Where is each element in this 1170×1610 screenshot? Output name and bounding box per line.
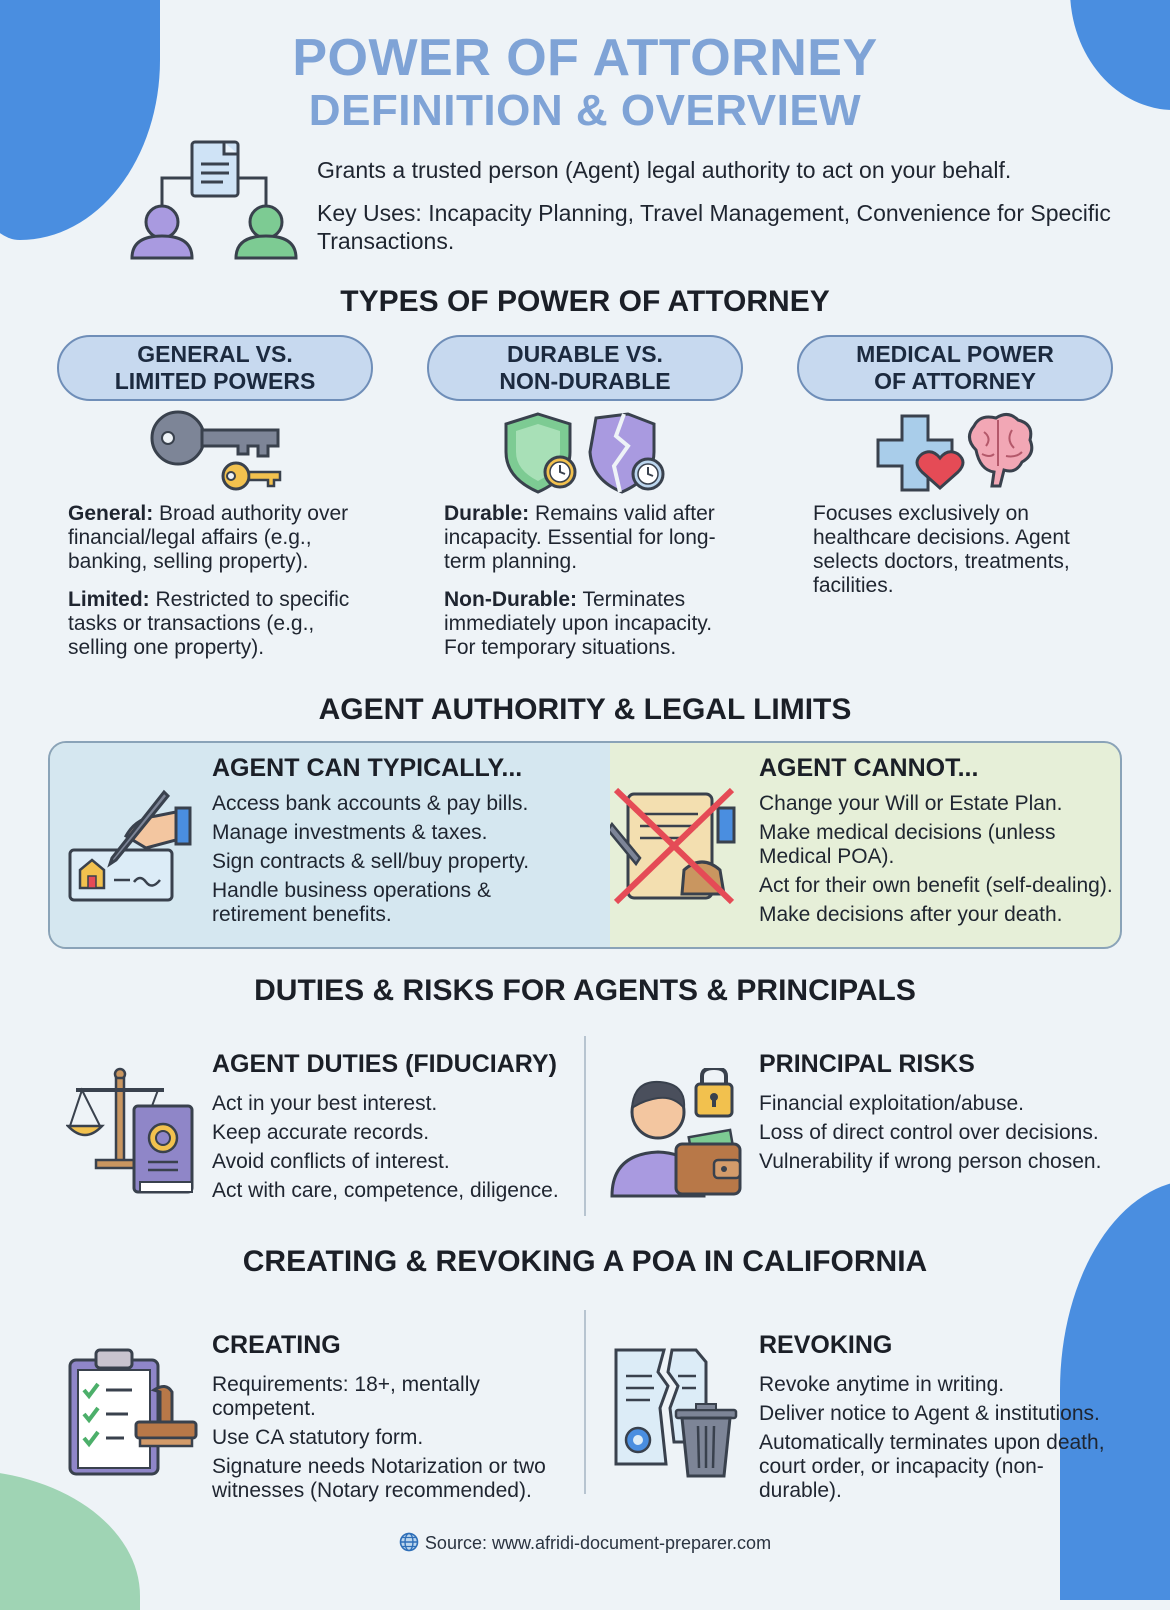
list-item: Handle business operations & retirement benefits. [212,879,492,926]
list-item: Deliver notice to Agent & institutions. [759,1402,1100,1425]
intro-key-uses: Key Uses: Incapacity Planning, Travel Management, Convenience for Specific Transactions. [317,200,1111,254]
clipboard-stamp-icon [66,1346,198,1478]
principal-risks-list [759,1092,1129,1179]
term-general: General: [68,502,154,525]
list-item: Use CA statutory form. [212,1426,424,1449]
medical-brain-icon [876,410,1036,496]
type-title: MEDICAL POWER OF ATTORNEY [856,341,1054,394]
delegation-icon [128,138,300,262]
desc-medical: Focuses exclusively on healthcare decisions. Agent selects doctors, treatments, facilities. [813,502,1070,597]
desc-general: Broad authority over financial/legal affairs (e.g., banking, selling property). [68,502,349,573]
signing-check-icon [66,788,196,906]
can-title: AGENT CAN TYPICALLY... [212,754,523,782]
list-item: Change your Will or Estate Plan. [759,792,1063,815]
principal-risks-title: PRINCIPAL RISKS [759,1050,975,1078]
intro-definition: Grants a trusted person (Agent) legal authority to act on your behalf. [317,157,1012,183]
term-durable: Durable: [444,502,530,525]
type-durable-desc [444,502,734,574]
creating-title: CREATING [212,1331,341,1359]
source-footer [0,1532,1170,1554]
keys-icon [148,410,284,496]
list-item: Act in your best interest. [212,1092,438,1115]
list-item: Signature needs Notarization or two witnesses (Notary recommended). [212,1455,546,1502]
type-pill-durable [427,335,743,401]
list-item: Keep accurate records. [212,1121,430,1144]
shield-clock-icon [498,410,670,496]
revoking-title: REVOKING [759,1331,893,1359]
divider [584,1036,586,1216]
type-medical-desc [813,502,1088,598]
list-item: Revoke anytime in writing. [759,1373,1005,1396]
divider [584,1310,586,1494]
cannot-list [759,792,1119,932]
list-item: Vulnerability if wrong person chosen. [759,1150,1102,1173]
list-item: Make decisions after your death. [759,903,1063,926]
type-title: GENERAL VS. LIMITED POWERS [114,341,316,394]
types-heading: TYPES OF POWER OF ATTORNEY [340,285,830,318]
type-nondurable-desc [444,588,734,660]
page-title: POWER OF ATTORNEY [292,29,878,87]
list-item: Sign contracts & sell/buy property. [212,850,530,873]
list-item: Access bank accounts & pay bills. [212,792,529,815]
duties-heading: DUTIES & RISKS FOR AGENTS & PRINCIPALS [254,974,916,1007]
list-item: Make medical decisions (unless Medical POA). [759,821,1056,868]
revoking-list [759,1373,1109,1508]
page-subtitle: DEFINITION & OVERVIEW [308,86,862,135]
authority-heading: AGENT AUTHORITY & LEGAL LIMITS [318,693,852,726]
scales-book-icon [66,1066,196,1196]
desc-limited: Restricted to specific tasks or transactions (e.g., selling one property). [68,588,350,659]
desc-durable: Remains valid after incapacity. Essential for long-term planning. [444,502,716,573]
agent-duties-title: AGENT DUTIES (FIDUCIARY) [212,1050,557,1078]
california-heading: CREATING & REVOKING A POA IN CALIFORNIA [242,1245,928,1278]
type-pill-medical [797,335,1113,401]
list-item: Automatically terminates upon death, court order, or incapacity (non-durable). [759,1431,1105,1502]
list-item: Act for their own benefit (self-dealing). [759,874,1113,897]
crossed-will-icon [610,784,740,908]
agent-duties-list [212,1092,582,1208]
list-item: Financial exploitation/abuse. [759,1092,1025,1115]
desc-non-durable: Terminates immediately upon incapacity. For temporary situations. [444,588,713,659]
type-limited-desc [68,588,368,660]
list-item: Requirements: 18+, mentally competent. [212,1373,480,1420]
list-item: Loss of direct control over decisions. [759,1121,1099,1144]
list-item: Act with care, competence, diligence. [212,1179,559,1202]
source-link[interactable]: Source: www.afridi-document-preparer.com [424,1533,772,1553]
type-title: DURABLE VS. NON-DURABLE [499,341,671,394]
can-list [212,792,572,932]
person-lock-wallet-icon [608,1068,744,1198]
globe-icon [399,1532,419,1552]
term-limited: Limited: [68,588,150,611]
torn-document-trash-icon [612,1346,740,1480]
creating-list [212,1373,582,1508]
type-general-desc [68,502,368,574]
cannot-title: AGENT CANNOT... [759,754,979,782]
list-item: Avoid conflicts of interest. [212,1150,450,1173]
term-non-durable: Non-Durable: [444,588,577,611]
list-item: Manage investments & taxes. [212,821,488,844]
type-pill-general-limited [57,335,373,401]
